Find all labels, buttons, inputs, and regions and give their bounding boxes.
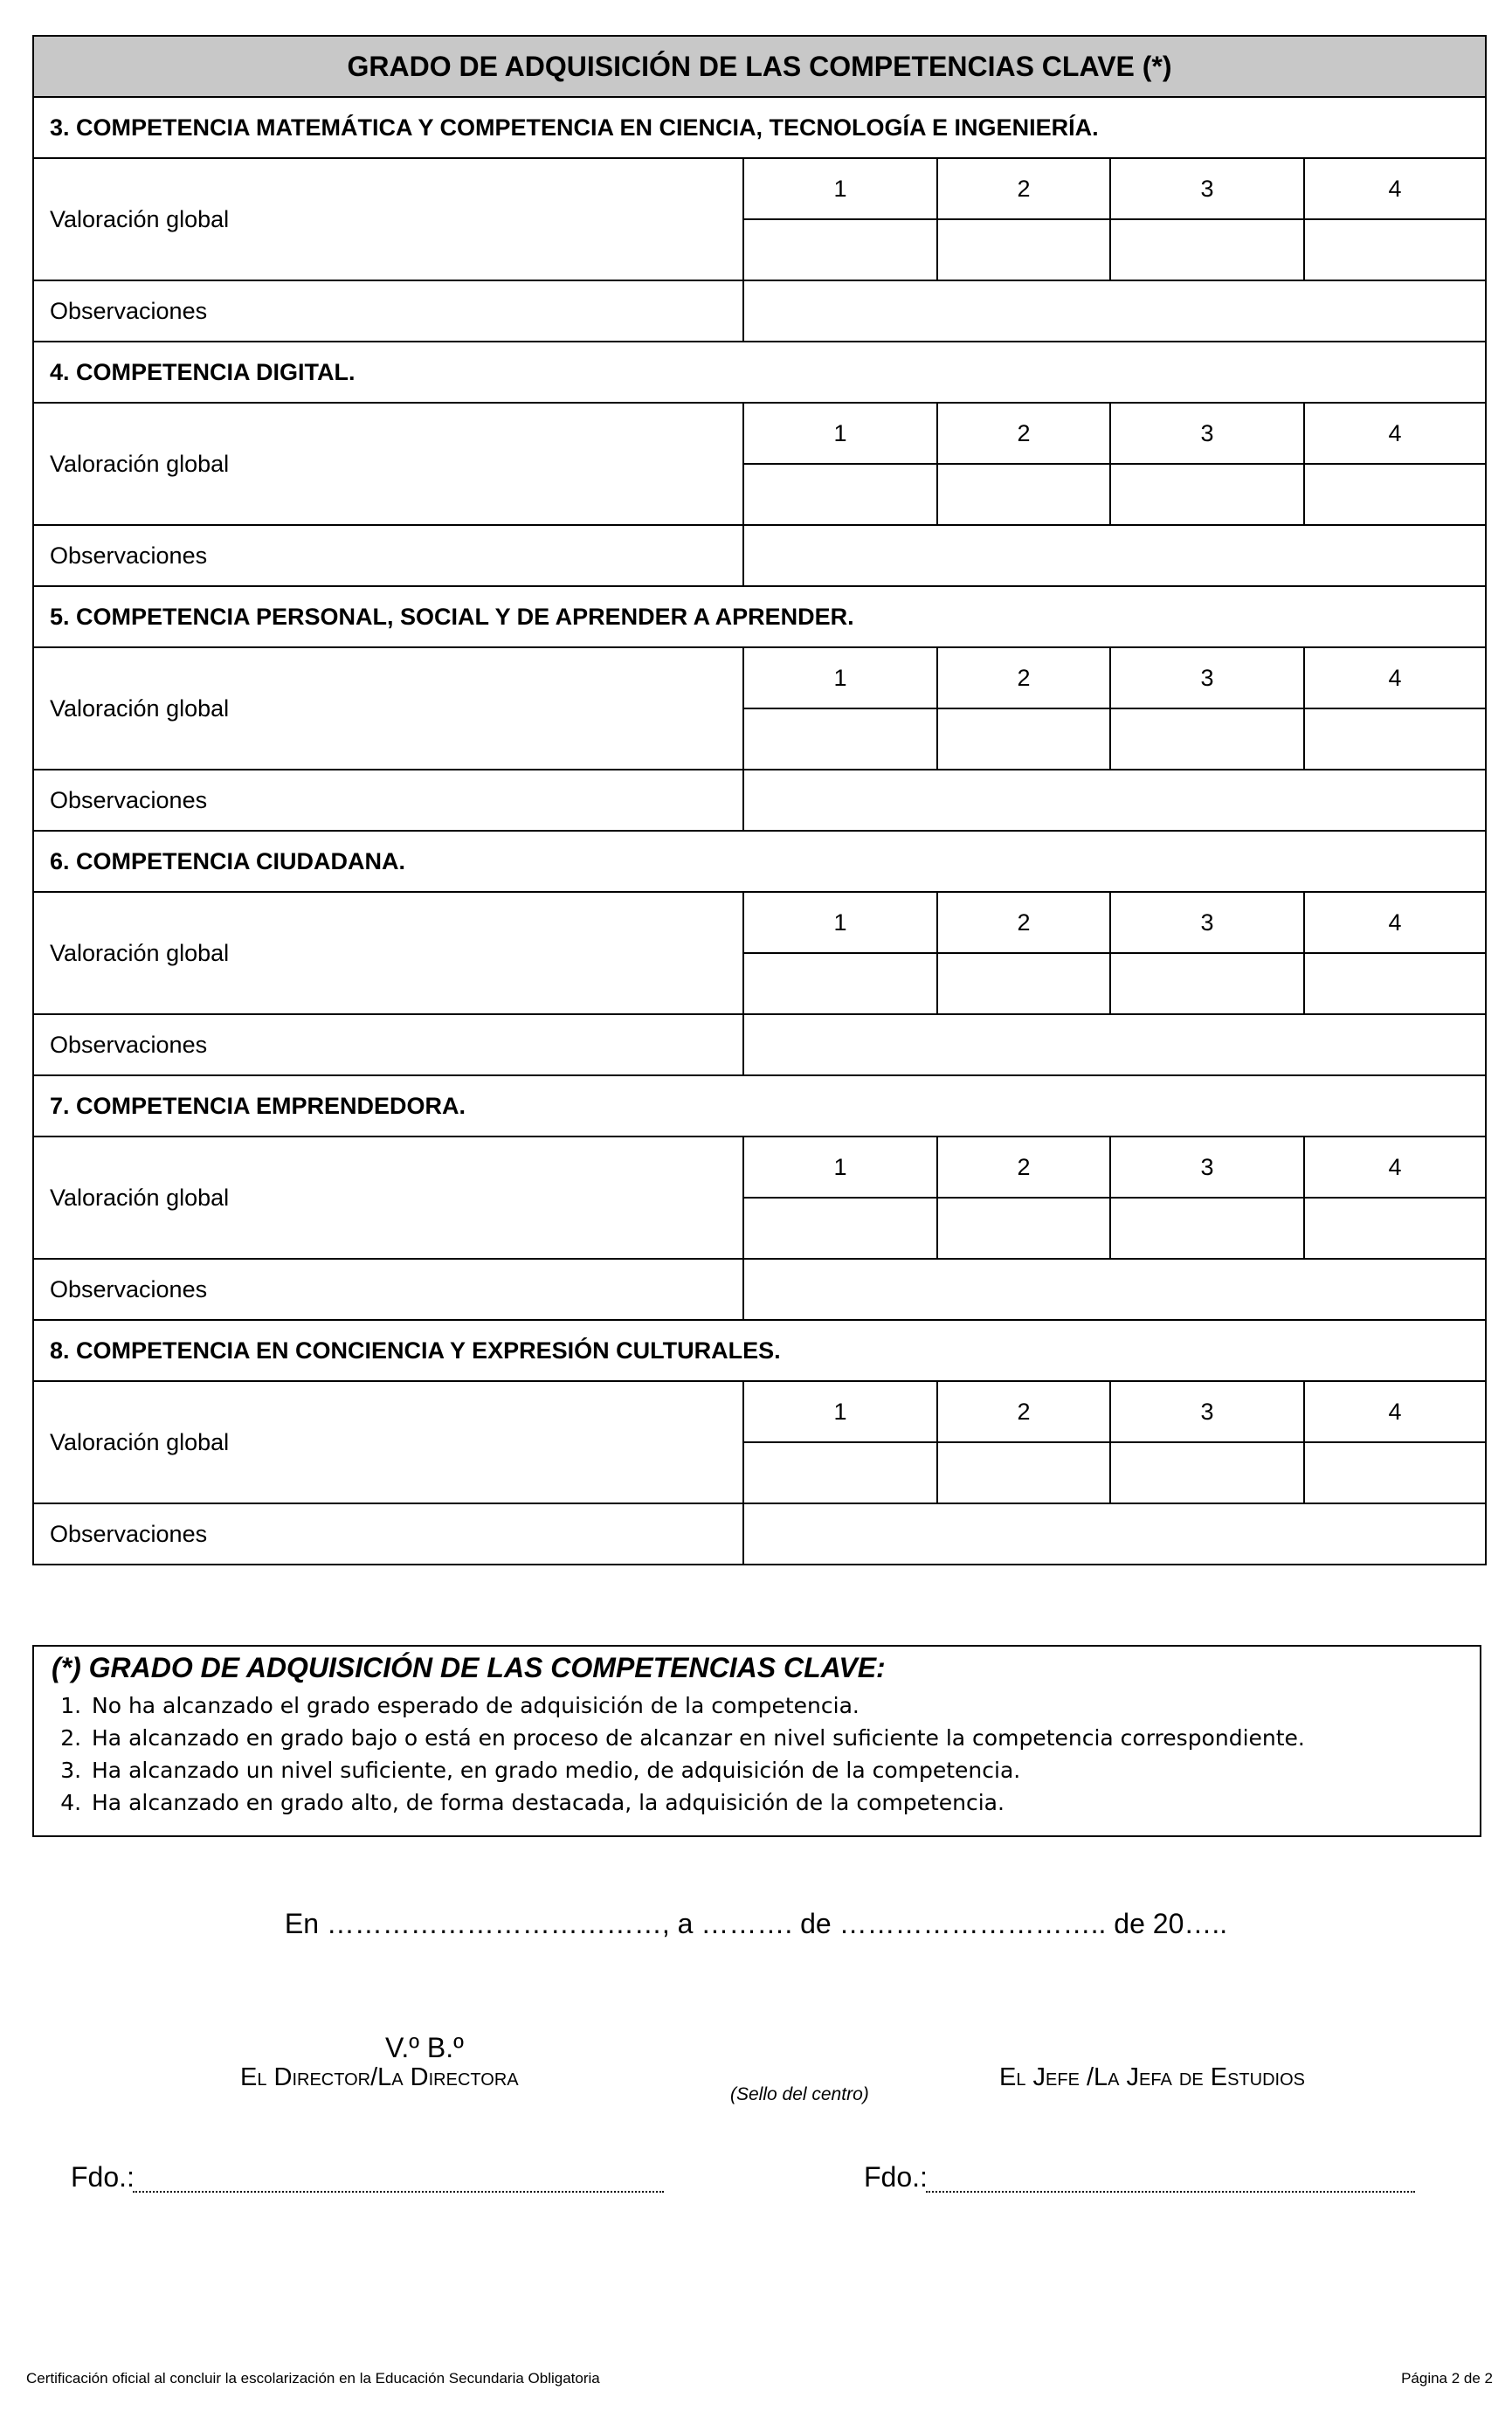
grade-header-4: 4 [1304, 1381, 1486, 1442]
grade-header-4: 4 [1304, 1137, 1486, 1198]
fdo-jefe-signature-line[interactable] [926, 2191, 1415, 2193]
grade-header-2: 2 [937, 1137, 1110, 1198]
valoracion-global-label: Valoración global [33, 647, 743, 770]
grade-cell-4[interactable] [1304, 708, 1486, 770]
competencia-title: 7. COMPETENCIA EMPRENDEDORA. [33, 1075, 1486, 1137]
grade-cell-2[interactable] [937, 1442, 1110, 1503]
fdo-director-label: Fdo.: [71, 2161, 135, 2193]
grade-cell-4[interactable] [1304, 1442, 1486, 1503]
grade-header-3: 3 [1110, 158, 1304, 219]
competencias-table [32, 35, 1487, 1565]
observaciones-label: Observaciones [33, 525, 743, 586]
grade-cell-3[interactable] [1110, 1442, 1304, 1503]
legend-list [52, 1689, 1462, 1819]
grade-cell-1[interactable] [743, 1198, 937, 1259]
valoracion-global-label: Valoración global [33, 1381, 743, 1503]
competencia-title: 3. COMPETENCIA MATEMÁTICA Y COMPETENCIA EN CIENCIA, TECNOLOGÍA E INGENIERÍA. [33, 97, 1486, 158]
grade-header-4: 4 [1304, 647, 1486, 708]
grade-cell-4[interactable] [1304, 219, 1486, 280]
grade-header-3: 3 [1110, 1137, 1304, 1198]
grade-cell-2[interactable] [937, 1198, 1110, 1259]
observaciones-field[interactable] [743, 1259, 1486, 1320]
grade-header-3: 3 [1110, 1381, 1304, 1442]
valoracion-global-label: Valoración global [33, 892, 743, 1014]
legend-title: (*) GRADO DE ADQUISICIÓN DE LAS COMPETENCIAS CLAVE: [52, 1652, 886, 1683]
date-line[interactable]: En ………………………………, a ………. de ……………………….. de 20….. [284, 1908, 1228, 1939]
grade-header-4: 4 [1304, 403, 1486, 464]
observaciones-field[interactable] [743, 1503, 1486, 1565]
grade-cell-2[interactable] [937, 708, 1110, 770]
grade-cell-1[interactable] [743, 1442, 937, 1503]
fdo-jefe-label: Fdo.: [864, 2161, 928, 2193]
observaciones-field[interactable] [743, 1014, 1486, 1075]
grade-cell-1[interactable] [743, 464, 937, 525]
observaciones-field[interactable] [743, 525, 1486, 586]
grade-cell-1[interactable] [743, 219, 937, 280]
observaciones-label: Observaciones [33, 1014, 743, 1075]
grade-cell-2[interactable] [937, 464, 1110, 525]
grade-header-1: 1 [743, 403, 937, 464]
table-header-title: GRADO DE ADQUISICIÓN DE LAS COMPETENCIAS CLAVE (*) [33, 36, 1486, 97]
legend-item: 2. Ha alcanzado en grado bajo o está en proceso de alcanzar en nivel suficiente la competencia correspondiente. [88, 1722, 1462, 1754]
grade-cell-2[interactable] [937, 219, 1110, 280]
valoracion-global-label: Valoración global [33, 158, 743, 280]
observaciones-field[interactable] [743, 770, 1486, 831]
grade-header-1: 1 [743, 1137, 937, 1198]
legend-item: 3. Ha alcanzado un nivel suficiente, en grado medio, de adquisición de la competencia. [88, 1754, 1462, 1786]
jefe-estudios-label: El Jefe /La Jefa de Estudios [999, 2063, 1305, 2091]
observaciones-label: Observaciones [33, 770, 743, 831]
grade-cell-3[interactable] [1110, 953, 1304, 1014]
observaciones-label: Observaciones [33, 1259, 743, 1320]
grade-cell-1[interactable] [743, 708, 937, 770]
legend-item: 1. No ha alcanzado el grado esperado de adquisición de la competencia. [88, 1689, 1462, 1722]
grade-header-1: 1 [743, 892, 937, 953]
valoracion-global-label: Valoración global [33, 1137, 743, 1259]
director-label: El Director/La Directora [240, 2063, 519, 2091]
grade-cell-1[interactable] [743, 953, 937, 1014]
observaciones-field[interactable] [743, 280, 1486, 342]
footer-page-number: Página 2 de 2 [1401, 2370, 1493, 2387]
grade-cell-3[interactable] [1110, 464, 1304, 525]
footer-document-title: Certificación oficial al concluir la escolarización en la Educación Secundaria Obligatoria [26, 2370, 600, 2387]
grade-header-1: 1 [743, 1381, 937, 1442]
grade-cell-4[interactable] [1304, 953, 1486, 1014]
legend-box [32, 1645, 1481, 1837]
grade-cell-3[interactable] [1110, 708, 1304, 770]
grade-header-3: 3 [1110, 403, 1304, 464]
grade-header-2: 2 [937, 403, 1110, 464]
competencia-title: 4. COMPETENCIA DIGITAL. [33, 342, 1486, 403]
grade-header-2: 2 [937, 647, 1110, 708]
legend-item: 4. Ha alcanzado en grado alto, de forma destacada, la adquisición de la competencia. [88, 1786, 1462, 1819]
grade-cell-3[interactable] [1110, 1198, 1304, 1259]
grade-header-2: 2 [937, 1381, 1110, 1442]
fdo-director-signature-line[interactable] [133, 2191, 664, 2193]
valoracion-global-label: Valoración global [33, 403, 743, 525]
sello-label: (Sello del centro) [730, 2084, 869, 2104]
grade-header-4: 4 [1304, 158, 1486, 219]
grade-cell-3[interactable] [1110, 219, 1304, 280]
observaciones-label: Observaciones [33, 1503, 743, 1565]
vob-label: V.º B.º [385, 2032, 464, 2063]
grade-header-1: 1 [743, 158, 937, 219]
competencia-title: 6. COMPETENCIA CIUDADANA. [33, 831, 1486, 892]
grade-header-3: 3 [1110, 647, 1304, 708]
grade-header-2: 2 [937, 892, 1110, 953]
observaciones-label: Observaciones [33, 280, 743, 342]
grade-cell-2[interactable] [937, 953, 1110, 1014]
grade-header-3: 3 [1110, 892, 1304, 953]
grade-cell-4[interactable] [1304, 1198, 1486, 1259]
grade-cell-4[interactable] [1304, 464, 1486, 525]
grade-header-4: 4 [1304, 892, 1486, 953]
grade-header-2: 2 [937, 158, 1110, 219]
competencia-title: 5. COMPETENCIA PERSONAL, SOCIAL Y DE APRENDER A APRENDER. [33, 586, 1486, 647]
competencia-title: 8. COMPETENCIA EN CONCIENCIA Y EXPRESIÓN CULTURALES. [33, 1320, 1486, 1381]
grade-header-1: 1 [743, 647, 937, 708]
